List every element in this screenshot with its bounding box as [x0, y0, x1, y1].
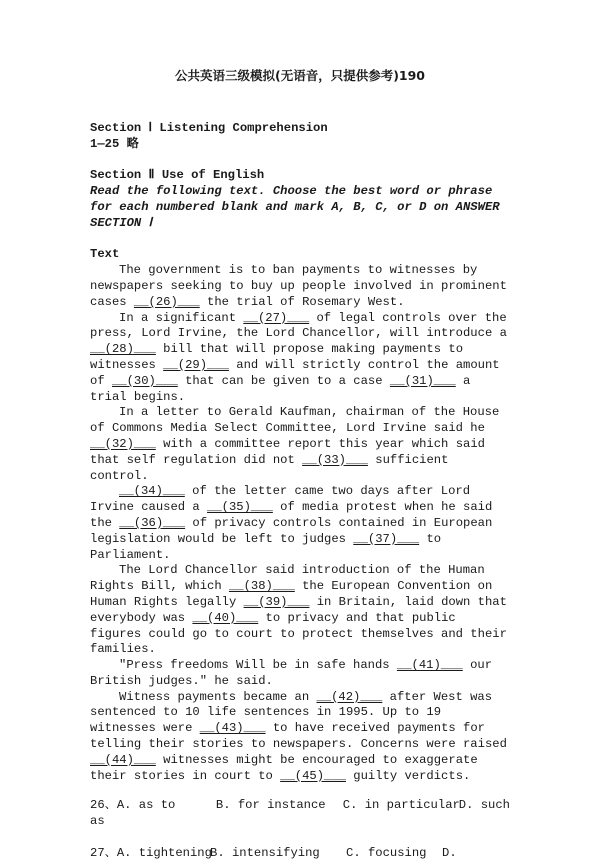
answer-blank: __(34)___	[119, 484, 185, 499]
question-item	[90, 846, 510, 862]
question-list	[90, 798, 510, 861]
question-27-option-c: C. focusing	[346, 846, 427, 861]
answer-blank: __(40)___	[192, 610, 259, 625]
page-title: 公共英语三级模拟(无语音，只提供参考)190	[174, 68, 426, 83]
passage-text: In a significant	[119, 310, 244, 325]
passage-paragraph	[90, 658, 510, 690]
passage-text: guilty verdicts.	[345, 768, 471, 783]
answer-blank: __(31)___	[389, 373, 456, 388]
section-1-note: 1—25 略	[90, 136, 139, 151]
answer-blank: __(30)___	[111, 373, 178, 388]
answer-blank: __(45)___	[280, 768, 346, 783]
question-27-option-d: D.	[442, 846, 457, 861]
passage-text: in Britain, laid down that everybody was	[90, 594, 507, 625]
passage-text: the European Convention on Human Rights legally	[90, 579, 493, 609]
passage-text: bill that will propose making payments to witnesses	[90, 342, 464, 372]
passage-text: that can be given to a case	[177, 373, 390, 388]
passage-text: of legal controls over the press, Lord Irvine, the Lord Chancellor, will introduce a	[90, 310, 507, 341]
passage-text: of the letter came two days after Lord Irvine caused a	[90, 484, 471, 515]
passage-text: of privacy controls contained in European legislation would be left to judges	[90, 515, 493, 546]
answer-blank: __(27)___	[243, 310, 310, 325]
passage-text: to Parliament.	[90, 531, 442, 562]
passage-text: In a letter to Gerald Kaufman, chairman of the House of Commons Media Select Committee, Lord Irvine said he	[90, 405, 500, 436]
passage-text: our British judges." he said.	[90, 658, 493, 688]
passage-paragraph	[90, 311, 510, 406]
answer-blank: __(35)___	[207, 500, 273, 515]
question-26-option-b: B. for instance	[215, 798, 326, 813]
passage-text: with a committee report this year which said that self regulation did not	[90, 436, 485, 467]
passage-text: The government is to ban payments to witnesses by newspapers seeking to buy up people involved in prominent cases	[90, 263, 507, 309]
answer-blank: __(29)___	[163, 357, 229, 372]
question-item	[90, 798, 510, 830]
answer-blank: __(41)___	[396, 658, 463, 673]
answer-blank: __(37)___	[353, 531, 420, 546]
answer-blank: __(36)___	[119, 515, 186, 530]
answer-blank: __(42)___	[316, 689, 383, 704]
answer-blank: __(28)___	[90, 342, 156, 357]
passage-paragraph	[90, 484, 510, 563]
passage	[90, 263, 510, 784]
question-27-option-b: B. intensifying	[210, 846, 320, 861]
answer-blank: __(26)___	[133, 294, 200, 309]
passage-paragraph	[90, 405, 510, 484]
answer-blank: __(32)___	[90, 436, 156, 451]
answer-blank: __(43)___	[199, 721, 266, 736]
question-26-option-d-cont: as	[90, 814, 105, 829]
question-27-option-a: 27、A. tightening	[90, 846, 212, 861]
answer-blank: __(33)___	[302, 452, 368, 467]
passage-text: sufficient control.	[90, 452, 449, 483]
text-label: Text	[90, 247, 120, 262]
question-26-option-d: D. such	[458, 798, 510, 813]
passage-paragraph	[90, 563, 510, 658]
passage-paragraph	[90, 690, 510, 785]
answer-blank: __(44)___	[90, 752, 156, 767]
passage-paragraph	[90, 263, 510, 310]
section-1-heading: Section Ⅰ Listening Comprehension	[90, 121, 328, 135]
passage-text: Witness payments became an	[119, 689, 317, 704]
section-2-instruction: Read the following text. Choose the best word or phrase for each numbered blank and mark A, B, C, or D on ANSWER SECTION Ⅰ	[90, 184, 500, 230]
passage-text: The Lord Chancellor said introduction of the Human Rights Bill, which	[90, 563, 485, 594]
document-body	[90, 121, 510, 862]
answer-blank: __(38)___	[228, 579, 295, 594]
passage-text: of media protest when he said the	[90, 500, 493, 530]
answer-blank: __(39)___	[243, 594, 310, 609]
question-26-option-c: C. in particular	[342, 798, 460, 813]
passage-text: to have received payments for telling their stories to newspapers. Concerns were raised	[90, 721, 507, 752]
passage-text: to privacy and that public figures could go to court to protect themselves and their families.	[90, 610, 507, 657]
passage-text: and will strictly control the amount of	[90, 357, 500, 388]
passage-text: after West was sentenced to 10 life sentences in 1995. Up to 19 witnesses were	[90, 689, 493, 736]
passage-text: a trial begins.	[90, 373, 471, 404]
section-2-heading: Section Ⅱ Use of English	[90, 168, 265, 183]
passage-text: "Press freedoms Will be in safe hands	[119, 658, 397, 673]
question-26-option-a: 26、A. as to	[90, 798, 176, 813]
passage-text: witnesses might be encouraged to exaggerate their stories in court to	[90, 752, 478, 783]
passage-text: the trial of Rosemary West.	[199, 294, 405, 309]
